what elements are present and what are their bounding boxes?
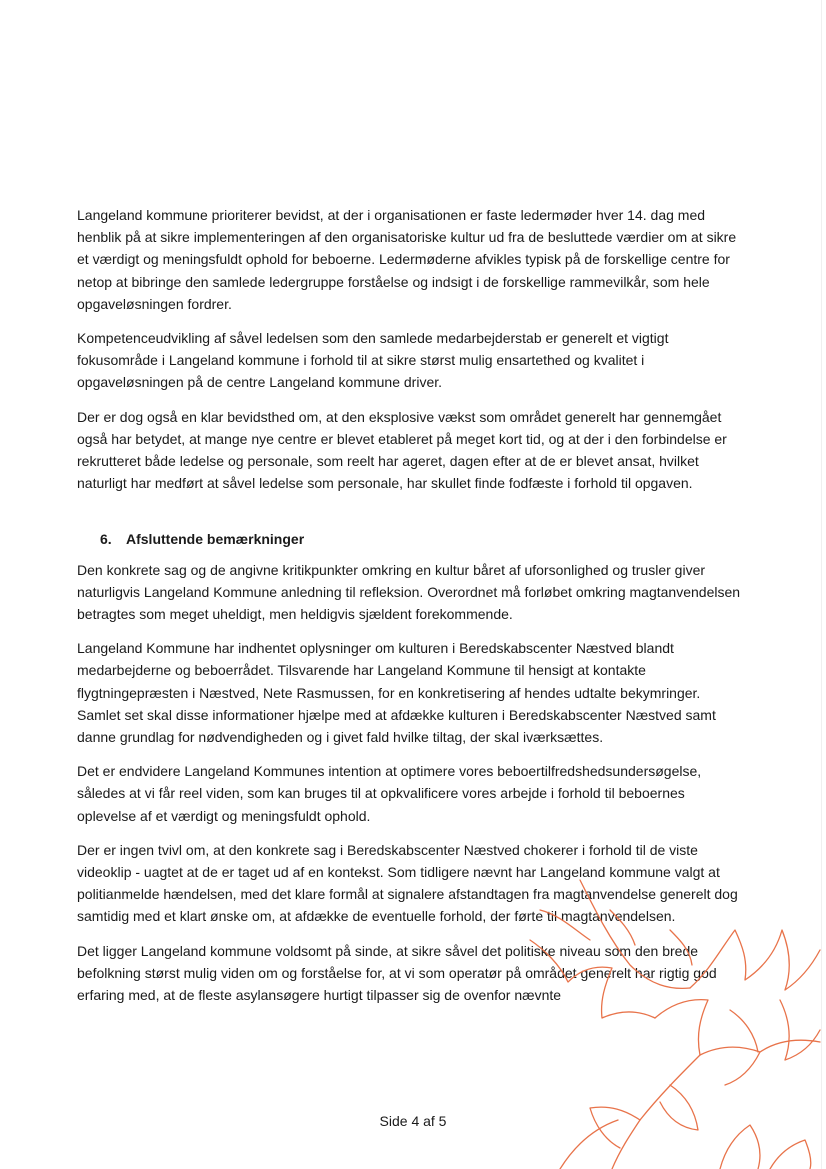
paragraph: Langeland Kommune har indhentet oplysninger om kulturen i Beredskabscenter Næstved blandt medarbejderne og beboerrådet. Tilsvarende har Langeland Kommune til hensigt at kontakte flygtningepræsten i Næstved, Nete Rasmussen, for en konkretisering af hendes udtalte bekymringer. Samlet set skal disse informationer hjælpe med at afdække kulturen i Beredskabscenter Næstved samt danne grundlag for nødvendigheden og i givet fald hvilke tiltag, der skal iværksættes. <box>77 640 716 746</box>
paragraph: Langeland kommune prioriterer bevidst, at der i organisationen er faste ledermøder hver 14. dag med henblik på at sikre implementeringen af den organisatoriske kultur ud fra de besluttede værdier om at sikre et værdigt og meningsfuldt ophold for beboerne. Ledermøderne afvikles typisk på de forskellige centre for netop at bibringe den samlede ledergruppe forståelse og indsigt i de forskellige rammevilkår, som hele opgaveløsningen fordrer. <box>77 207 737 312</box>
paragraph: Det ligger Langeland kommune voldsomt på sinde, at sikre såvel det politiske niveau som den brede befolkning størst mulig viden om og forståelse for, at vi som operatør på området generelt har rigtig god erfaring med, at de fleste asylansøgere hurtigt tilpasser sig de ovenfor nævnte <box>77 942 717 1004</box>
page-number: Side 4 af 5 <box>379 1113 447 1129</box>
paragraph: Den konkrete sag og de angivne kritikpunkter omkring en kultur båret af uforsonlighed og trusler giver naturligvis Langeland Kommune anledning til refleksion. Overordnet må forløbet omkring magtanvendelsen betragtes som meget uheldigt, men heldigvis sjældent forekommende. <box>77 561 741 623</box>
section-heading <box>100 528 747 550</box>
paragraph: Kompetenceudvikling af såvel ledelsen som den samlede medarbejderstab er generelt et vigtigt fokusområde i Langeland kommune i forhold til at sikre størst mulig ensartethed og kvalitet i opgaveløsningen på de centre Langeland kommune driver. <box>77 330 669 391</box>
page-footer <box>0 1113 826 1129</box>
section-number: 6. <box>100 531 112 548</box>
paragraph: Der er dog også en klar bevidsthed om, at den eksplosive vækst som området generelt har gennemgået også har betydet, at mange nye centre er blevet etableret på meget kort tid, og at der i den forbindelse er rekrutteret både ledelse og personale, som reelt har ageret, dagen efter at de er blevet ansat, hvilket naturligt har medført at såvel ledelse som personale, har skullet finde fodfæste i forhold til opgaven. <box>77 408 727 492</box>
section-title: Afsluttende bemærkninger <box>126 531 305 548</box>
paragraph: Der er ingen tvivl om, at den konkrete sag i Beredskabscenter Næstved chokerer i forhold til de viste videoklip - uagtet at de er taget ud af en kontekst. Som tidligere nævnt har Langeland kommune valgt at politianmelde hændelsen, med det klare formål at signalere afstandtagen fra magtanvendelse generelt dog samtidig med et klart ønske om, at afdække de eventuelle forhold, der førte til magtanvendelsen. <box>77 841 738 925</box>
paragraph: Det er endvidere Langeland Kommunes intention at optimere vores beboertilfredshedsundersøgelse, således at vi får reel viden, som kan bruges til at opkvalificere vores arbejde i forhold til beboernes oplevelse af et værdigt og meningsfuldt ophold. <box>77 763 702 824</box>
